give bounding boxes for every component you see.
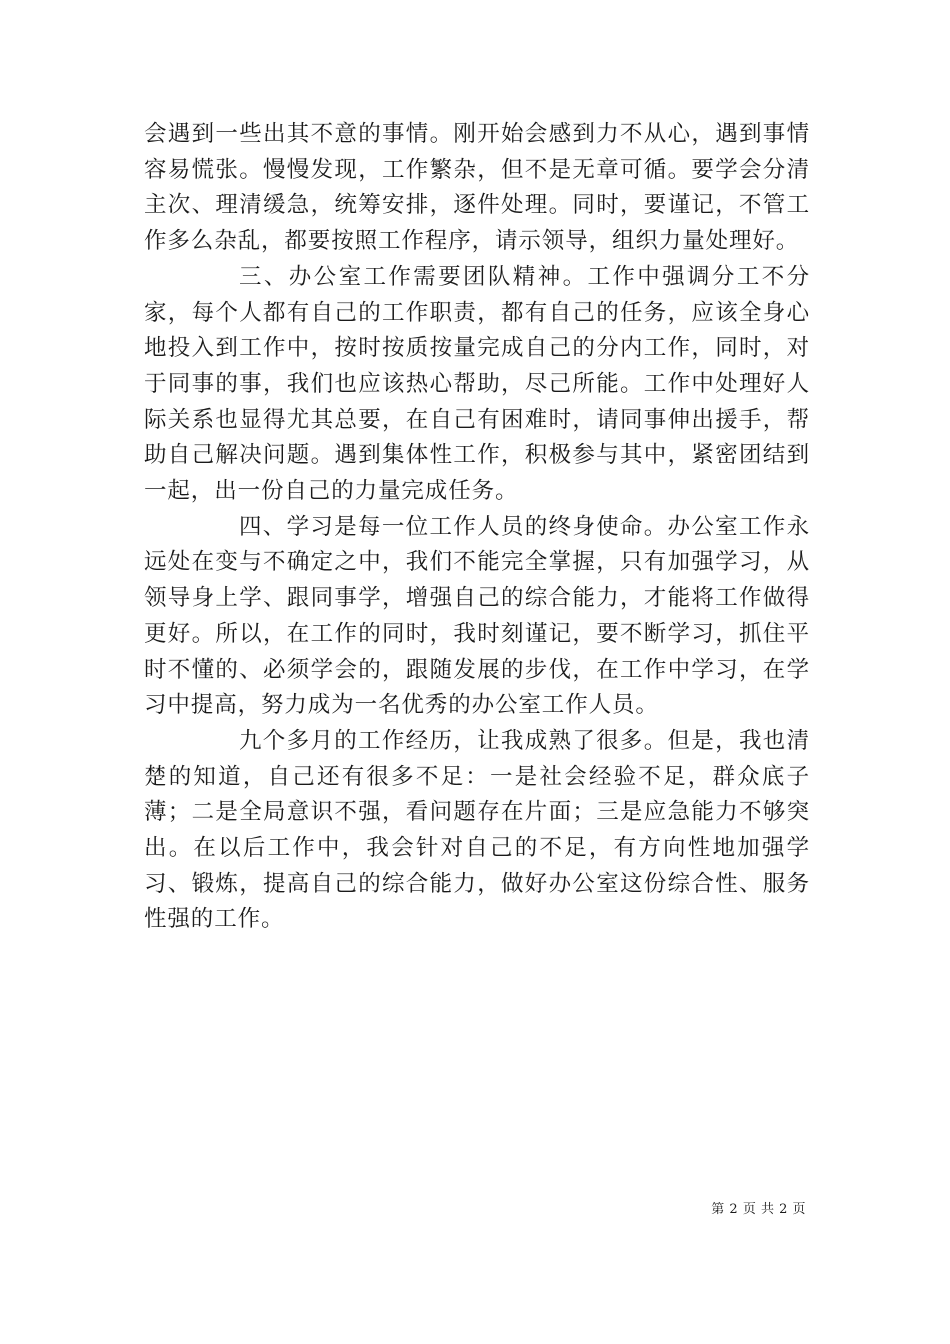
page-number: 第 2 页 共 2 页 [711,1202,806,1217]
paragraph-learning: 四、学习是每一位工作人员的终身使命。办公室工作永远处在变与不确定之中，我们不能完全掌握，只有加强学习，从领导身上学、跟同事学，增强自己的综合能力，才能将工作做得更好。所以，在工作的同时，我时刻谨记，要不断学习，抓住平时不懂的、必须学会的，跟随发展的步伐，在工作中学习，在学习中提高，努力成为一名优秀的办公室工作人员。 [144,513,810,719]
paragraph-team-spirit: 三、办公室工作需要团队精神。工作中强调分工不分家，每个人都有自己的工作职责，都有自己的任务，应该全身心地投入到工作中，按时按质按量完成自己的分内工作，同时，对于同事的事，我们也应该热心帮助，尽己所能。工作中处理好人际关系也显得尤其总要，在自己有困难时，请同事伸出援手，帮助自己解决问题。遇到集体性工作，积极参与其中，紧密团结到一起，出一份自己的力量完成任务。 [144,263,810,505]
document-body [144,117,810,938]
paragraph-continued: 会遇到一些出其不意的事情。刚开始会感到力不从心，遇到事情容易慌张。慢慢发现，工作繁杂，但不是无章可循。要学会分清主次、理清缓急，统筹安排，逐件处理。同时，要谨记，不管工作多么杂乱，都要按照工作程序，请示领导，组织力量处理好。 [144,121,810,255]
paragraph-summary: 九个多月的工作经历，让我成熟了很多。但是，我也清楚的知道，自己还有很多不足：一是社会经验不足，群众底子薄；二是全局意识不强，看问题存在片面；三是应急能力不够突出。在以后工作中，我会针对自己的不足，有方向性地加强学习、锻炼，提高自己的综合能力，做好办公室这份综合性、服务性强的工作。 [144,727,810,933]
